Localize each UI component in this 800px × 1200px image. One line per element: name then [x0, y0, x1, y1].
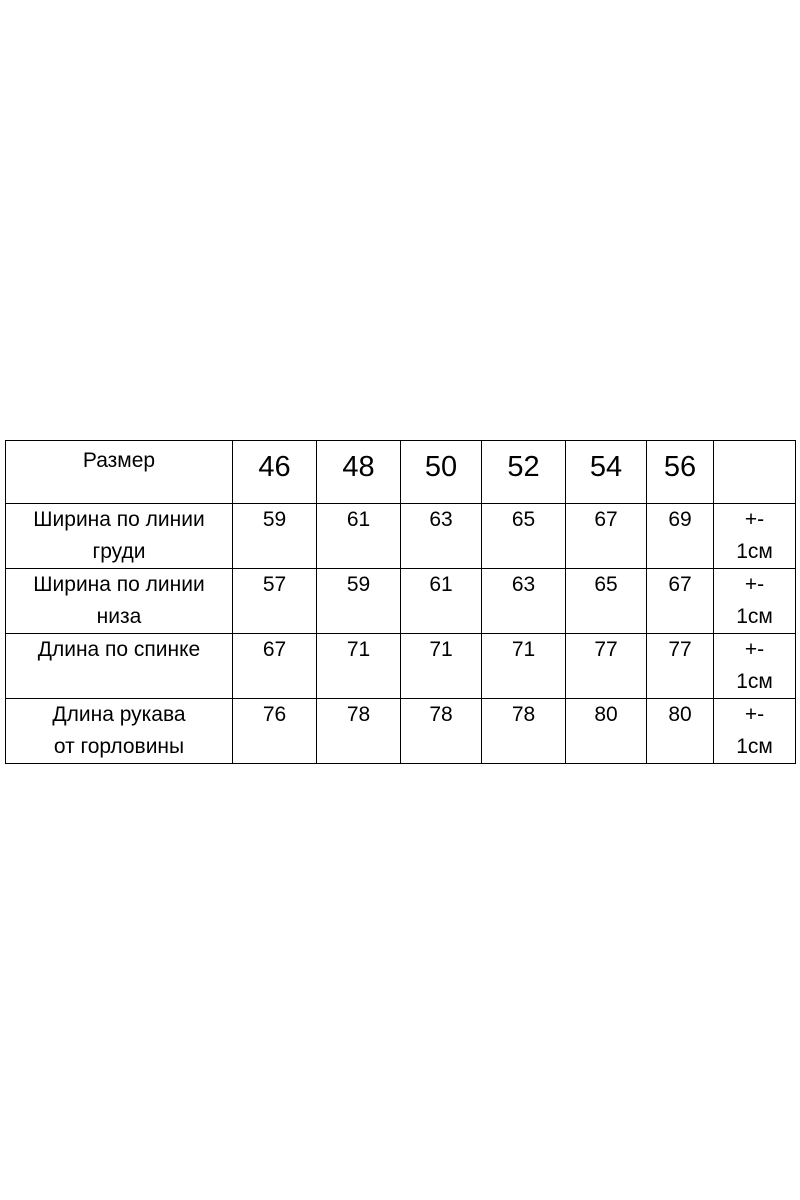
tolerance-cell: +- 1см: [714, 569, 796, 634]
size-chart-table: [5, 440, 796, 764]
table-cell: 77: [647, 634, 714, 699]
size-header-50: 50: [401, 441, 482, 504]
table-cell: 71: [317, 634, 401, 699]
tolerance-cell: +- 1см: [714, 634, 796, 699]
size-header-label: Размер: [6, 441, 233, 504]
table-cell: 65: [482, 504, 566, 569]
table-cell: 78: [317, 699, 401, 764]
table-cell: 63: [482, 569, 566, 634]
table-cell: 78: [401, 699, 482, 764]
table-cell: 57: [233, 569, 317, 634]
table-row: [6, 699, 796, 764]
table-cell: 78: [482, 699, 566, 764]
table-row: [6, 634, 796, 699]
table-cell: 65: [566, 569, 647, 634]
tolerance-cell: +- 1см: [714, 504, 796, 569]
table-cell: 61: [401, 569, 482, 634]
row-label: Длина рукава от горловины: [6, 699, 233, 764]
row-label: Ширина по линии груди: [6, 504, 233, 569]
size-header-56: 56: [647, 441, 714, 504]
row-label: Длина по спинке: [6, 634, 233, 699]
table-cell: 59: [233, 504, 317, 569]
table-cell: 69: [647, 504, 714, 569]
table-cell: 77: [566, 634, 647, 699]
size-header-54: 54: [566, 441, 647, 504]
size-header-48: 48: [317, 441, 401, 504]
table-cell: 71: [482, 634, 566, 699]
table-cell: 80: [647, 699, 714, 764]
size-header-46: 46: [233, 441, 317, 504]
size-header-52: 52: [482, 441, 566, 504]
table-cell: 59: [317, 569, 401, 634]
table-row: [6, 504, 796, 569]
table-row: [6, 569, 796, 634]
table-cell: 67: [647, 569, 714, 634]
table-cell: 67: [233, 634, 317, 699]
table-cell: 71: [401, 634, 482, 699]
table-cell: 80: [566, 699, 647, 764]
tolerance-cell: +- 1см: [714, 699, 796, 764]
table-cell: 63: [401, 504, 482, 569]
header-row: [6, 441, 796, 504]
table-cell: 76: [233, 699, 317, 764]
table-cell: 67: [566, 504, 647, 569]
tolerance-header: [714, 441, 796, 504]
row-label: Ширина по линии низа: [6, 569, 233, 634]
table-cell: 61: [317, 504, 401, 569]
